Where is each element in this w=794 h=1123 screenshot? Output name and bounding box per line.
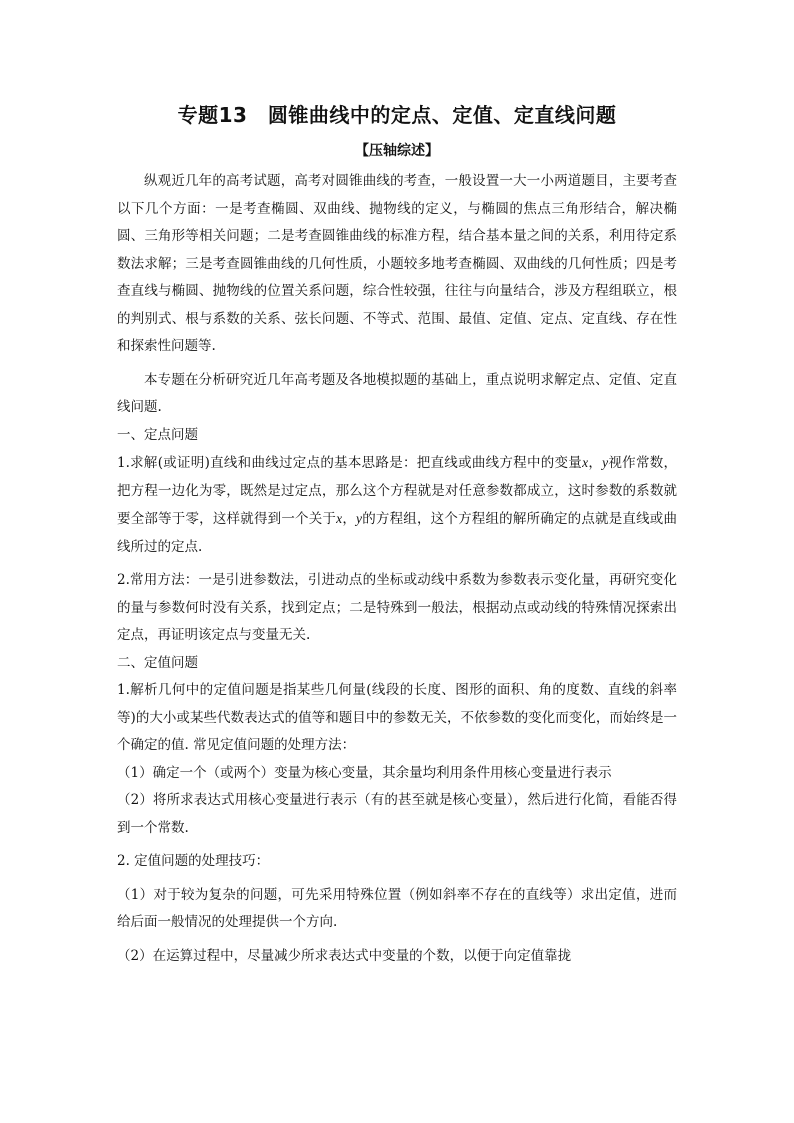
intro-paragraph-2: 本专题在分析研究近几年高考题及各地模拟题的基础上，重点说明求解定点、定值、定直线问题. <box>117 371 677 415</box>
page-title: 专题13 圆锥曲线中的定点、定值、定直线问题 <box>177 103 617 127</box>
variable-y: y <box>356 511 363 526</box>
section-heading-fixed-point: 一、定点问题 <box>117 426 198 443</box>
document-page <box>117 100 677 970</box>
variable-y: y <box>602 455 609 470</box>
text-segment: 的方程组，这个方程组的解所确定的点就是直线或曲线所过的定点. <box>117 511 678 555</box>
text-segment: ， <box>588 455 603 471</box>
intro-paragraph-1: 纵观近几年的高考试题，高考对圆锥曲线的考查，一般设置一大一小两道题目，主要考查以下几个方面：一是考查椭圆、双曲线、抛物线的定义，与椭圆的焦点三角形结合，解决椭圆、三角形等相关问题；二是考查圆锥曲线的标准方程，结合基本量之间的关系，利用待定系数法求解；三是考查圆锥曲线的几何性质，小题较多地考查椭圆、双曲线的几何性质；四是考查直线与椭圆、抛物线的位置关系问题，综合性较强，往往与向量结合，涉及方程组联立，根的判别式、根与系数的关系、弦长问题、不等式、范围、最值、定值、定点、定直线、存在性和探索性问题等. <box>117 173 677 354</box>
text-segment: ， <box>342 511 357 527</box>
text-segment: 视作常数，把方程一边化为零，既然是过定点，那么这个方程就是对任意参数都成立，这时参数的系数就要全部等于零，这样就得到一个关于 <box>117 455 678 527</box>
variable-x: x <box>582 455 589 470</box>
section-heading-fixed-value: 二、定值问题 <box>117 654 198 671</box>
text-segment: 1.求解(或证明)直线和曲线过定点的基本思路是：把直线或曲线方程中的变量 <box>117 455 583 471</box>
fixed-point-item-1 <box>117 449 677 561</box>
fixed-value-step-1: （1）确定一个（或两个）变量为核心变量，其余量均利用条件用核心变量进行表示 <box>117 764 612 781</box>
fixed-value-item-2: 2. 定值问题的处理技巧： <box>117 853 270 869</box>
variable-x: x <box>336 511 343 526</box>
fixed-value-step-2: （2）将所求表达式用核心变量进行表示（有的甚至就是核心变量），然后进行化简，看能否得到一个常数. <box>117 792 677 836</box>
fixed-value-tip-2: （2）在运算过程中，尽量减少所求表达式中变量的个数，以便于向定值靠拢 <box>117 947 572 964</box>
fixed-value-tip-1: （1）对于较为复杂的问题，可先采用特殊位置（例如斜率不存在的直线等）求出定值，进而给后面一般情况的处理提供一个方向. <box>117 886 677 930</box>
fixed-point-item-2: 2.常用方法：一是引进参数法，引进动点的坐标或动线中系数为参数表示变化量，再研究变化的量与参数何时没有关系，找到定点；二是特殊到一般法，根据动点或动线的特殊情况探索出定点，再证明该定点与变量无关. <box>117 572 677 643</box>
fixed-value-item-1: 1.解析几何中的定值问题是指某些几何量(线段的长度、图形的面积、角的度数、直线的斜率等)的大小或某些代数表达式的值等和题目中的参数无关，不依参数的变化而变化，而始终是一个确定的值. 常见定值问题的处理方法： <box>117 682 677 753</box>
section-subtitle: 【压轴综述】 <box>355 143 439 159</box>
